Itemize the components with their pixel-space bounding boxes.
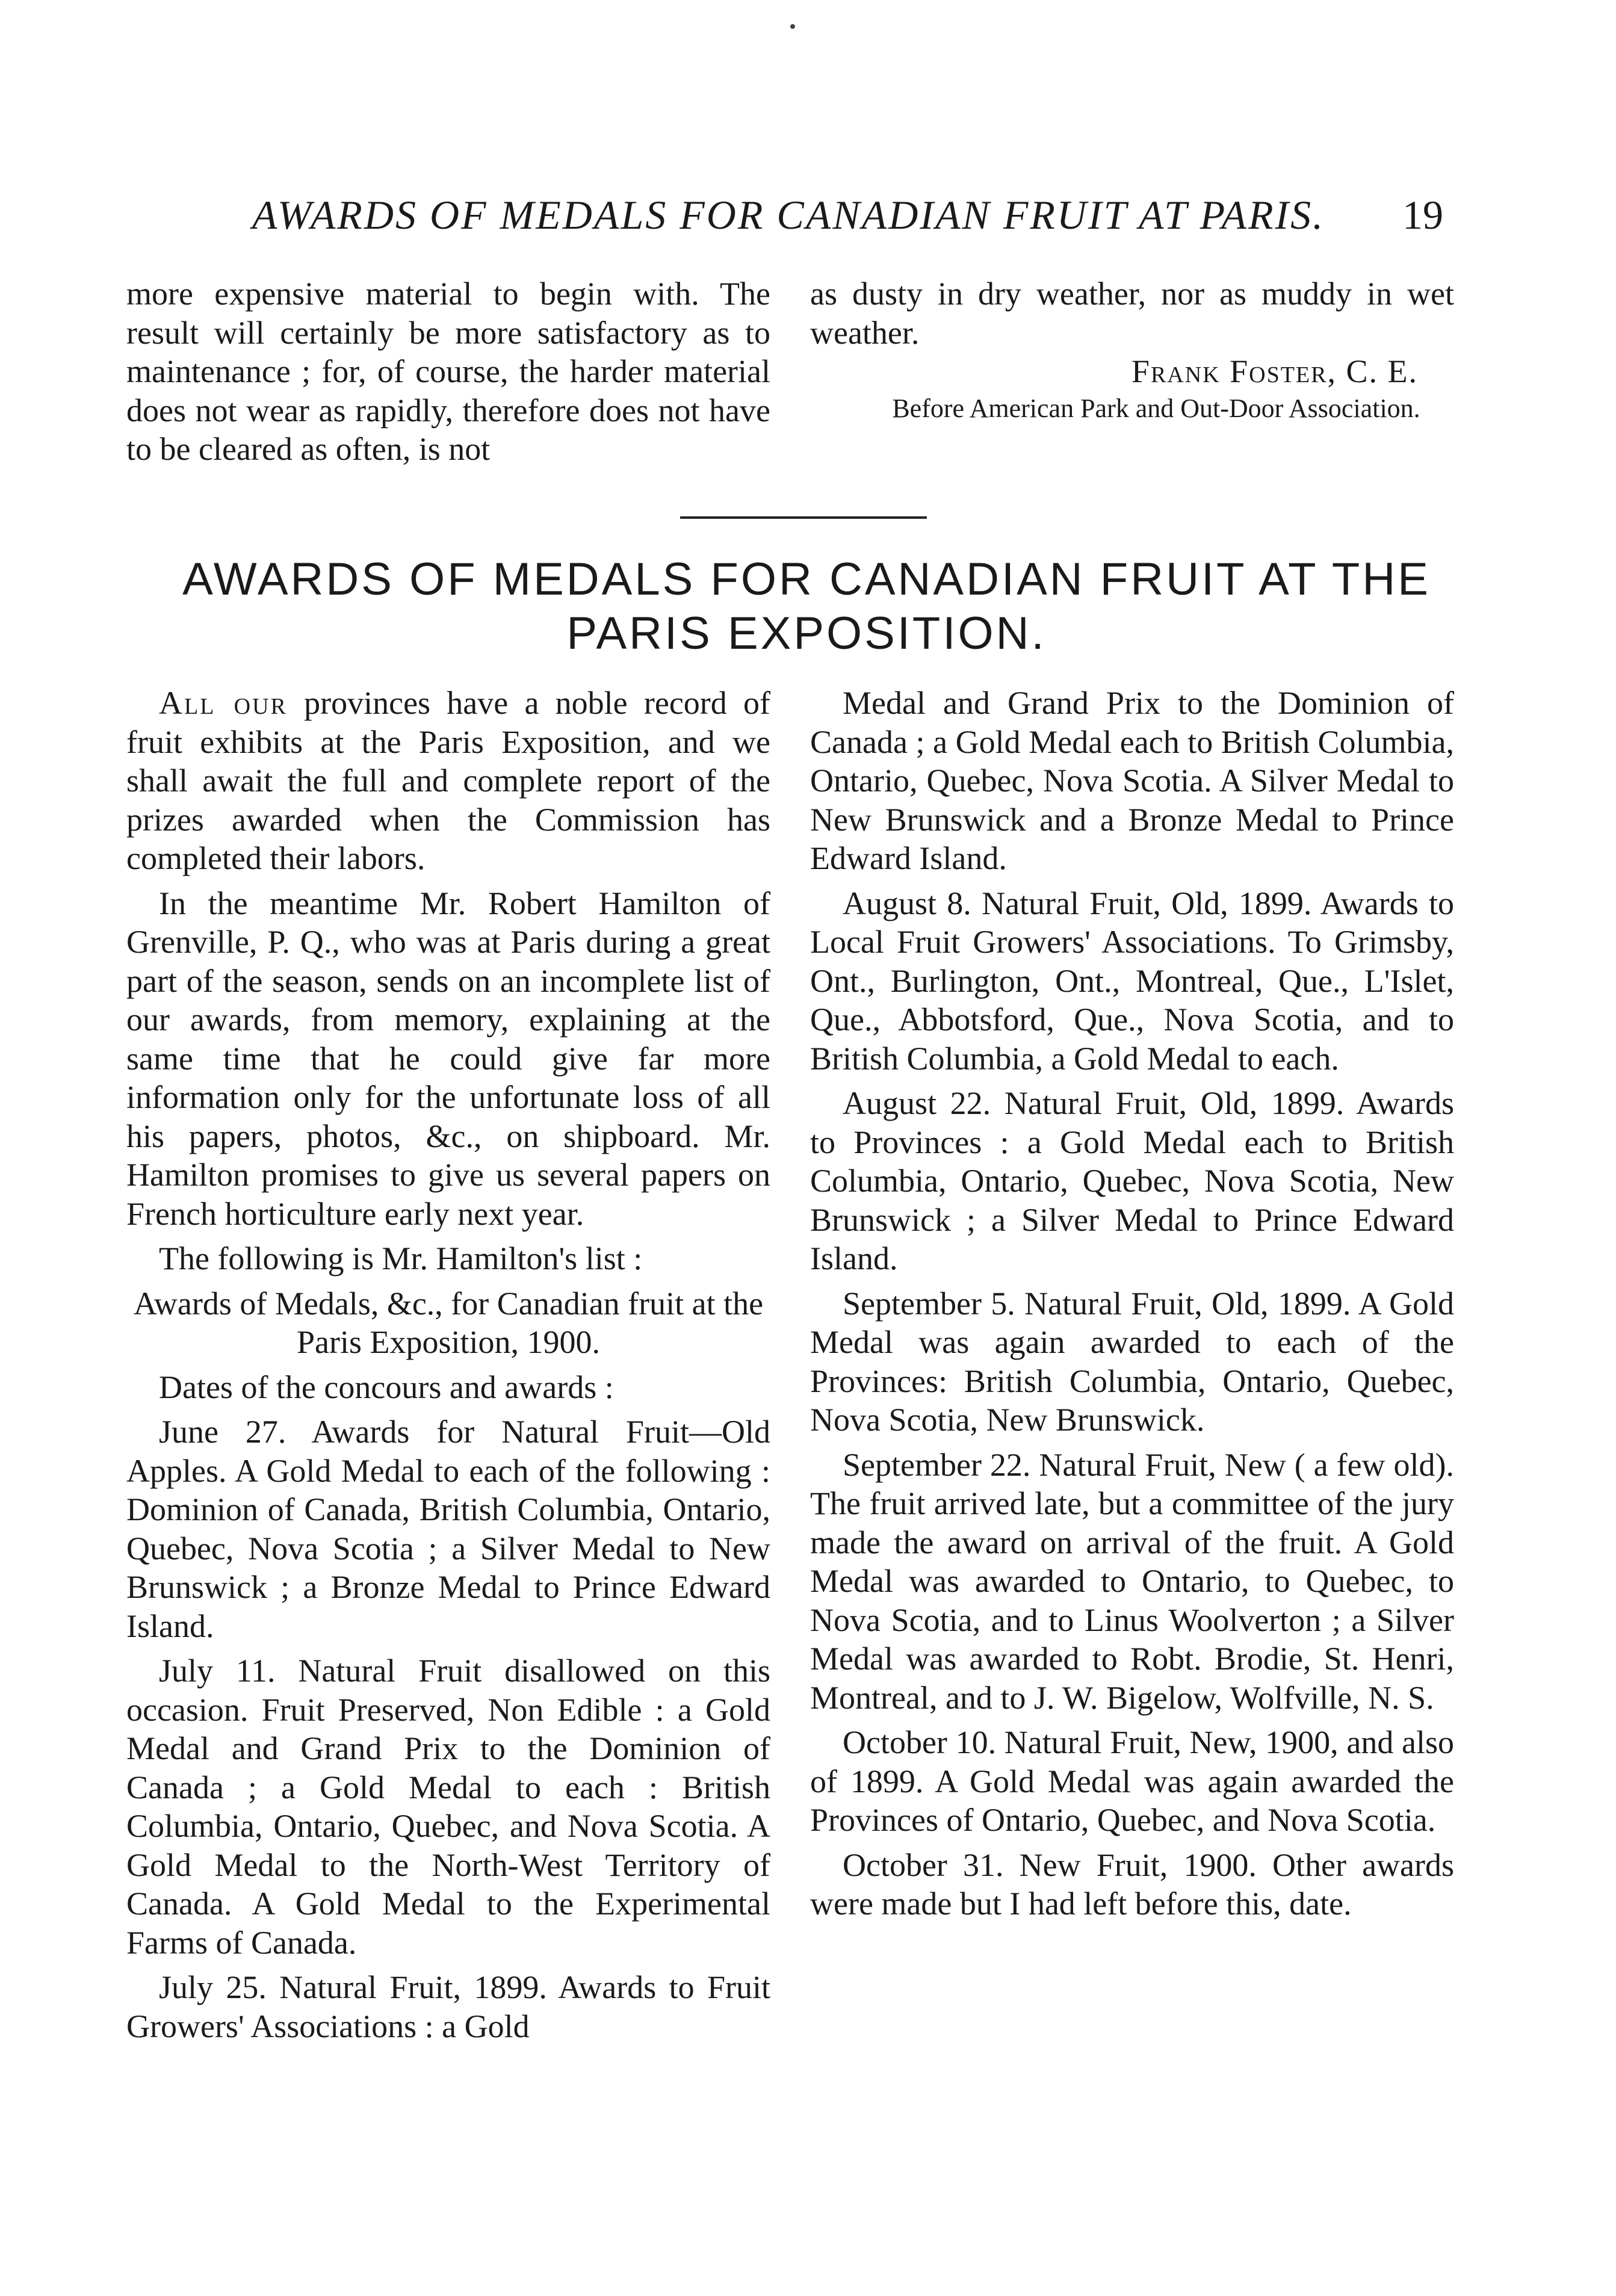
signature-place: Before American Park and Out-Door Association. (892, 393, 1420, 423)
previous-article-right-column (810, 274, 1454, 426)
paragraph: In the meantime Mr. Robert Hamilton of Grenville, P. Q., who was at Paris during a great part of the season, sends on an incomplete list of our awards, from memory, explaining at the same time that he could give far more information only for the unfortunate loss of all his papers, photos, &c., on shipboard. Mr. Hamilton promises to give us several papers on French horticulture early next year. (126, 885, 770, 1232)
paragraph: June 27. Awards for Natural Fruit—Old Apples. A Gold Medal to each of the following : Dominion of Canada, British Columbia, Ontario, Quebec, Nova Scotia ; a Silver Medal to New Brunswick ; a Bronze Medal to Prince Edward Island. (126, 1414, 770, 1644)
paragraph: August 8. Natural Fruit, Old, 1899. Awards to Local Fruit Growers' Associations. To Grimsby, Ont., Burlington, Ont., Montreal, Que., L'Islet, Que., Abbotsford, Que., Nova Scotia, and to British Columbia, a Gold Medal to each. (810, 885, 1454, 1077)
intro-text: provinces have a noble record of fruit exhibits at the Paris Exposition, and we shall await the full and complete report of the prizes awarded when the Commission has completed their labors. (126, 685, 770, 876)
paragraph: October 10. Natural Fruit, New, 1900, and also of 1899. A Gold Medal was again awarded the Provinces of Ontario, Quebec, and Nova Scotia. (810, 1724, 1454, 1838)
previous-article-text: more expensive material to begin with. The result will certainly be more satisfactory as to maintenance ; for, of course, the harder material does not wear as rapidly, therefore does not have to be cleared as often, is not (126, 276, 770, 467)
paragraph: July 25. Natural Fruit, 1899. Awards to Fruit Growers' Associations : a Gold (126, 1969, 770, 2044)
page-number: 19 (1402, 192, 1443, 238)
drop-lead: All our (159, 685, 288, 721)
paragraph: September 22. Natural Fruit, New ( a few old). The fruit arrived late, but a committee of the jury made the award on arrival of the fruit. A Gold Medal was awarded to Ontario, to Quebec, to Nova Scotia, and to Linus Woolverton ; a Silver Medal was awarded to Robt. Brodie, St. Henri, Montreal, and to J. W. Bigelow, Wolfville, N. S. (810, 1446, 1454, 1716)
paragraph-intro (126, 684, 770, 878)
previous-article-continuation: as dusty in dry weather, nor as muddy in wet weather. (810, 276, 1454, 351)
paragraph: August 22. Natural Fruit, Old, 1899. Awards to Provinces : a Gold Medal each to British Columbia, Ontario, Quebec, Nova Scotia, New Brunswick ; a Silver Medal to Prince Edward Island. (810, 1085, 1454, 1276)
paragraph-continued: Medal and Grand Prix to the Dominion of Canada ; a Gold Medal each to British Columbia, Ontario, Quebec, Nova Scotia. A Silver Medal to New Brunswick and a Bronze Medal to Prince Edward Island. (810, 685, 1454, 876)
previous-article-left-column (126, 274, 770, 469)
running-title: AWARDS OF MEDALS FOR CANADIAN FRUIT AT PARIS. (252, 192, 1325, 238)
paragraph: July 11. Natural Fruit disallowed on this occasion. Fruit Preserved, Non Edible : a Gold Medal and Grand Prix to the Dominion of Canada ; a Gold Medal to each : British Columbia, Ontario, Quebec, and Nova Scotia. A Gold Medal to the North-West Territory of Canada. A Gold Medal to the Experimental Farms of Canada. (126, 1653, 770, 1961)
paragraph: The following is Mr. Hamilton's list : (159, 1240, 643, 1276)
printer-mark (790, 24, 795, 29)
author-signature: Frank Foster, C. E. (1131, 353, 1418, 389)
list-heading: Awards of Medals, &c., for Canadian fruit at the Paris Exposition, 1900. (133, 1285, 764, 1360)
section-divider (680, 516, 927, 519)
article-right-column (810, 684, 1454, 1929)
paragraph: October 31. New Fruit, 1900. Other awards were made but I had left before this, date. (810, 1846, 1454, 1922)
article-title: AWARDS OF MEDALS FOR CANADIAN FRUIT AT THE PARIS EXPOSITION. (182, 554, 1431, 659)
article-left-column (126, 684, 770, 2052)
paragraph: September 5. Natural Fruit, Old, 1899. A Gold Medal was again awarded to each of the Provinces: British Columbia, Ontario, Quebec, Nova Scotia, New Brunswick. (810, 1285, 1454, 1438)
paragraph: Dates of the concours and awards : (159, 1369, 614, 1405)
